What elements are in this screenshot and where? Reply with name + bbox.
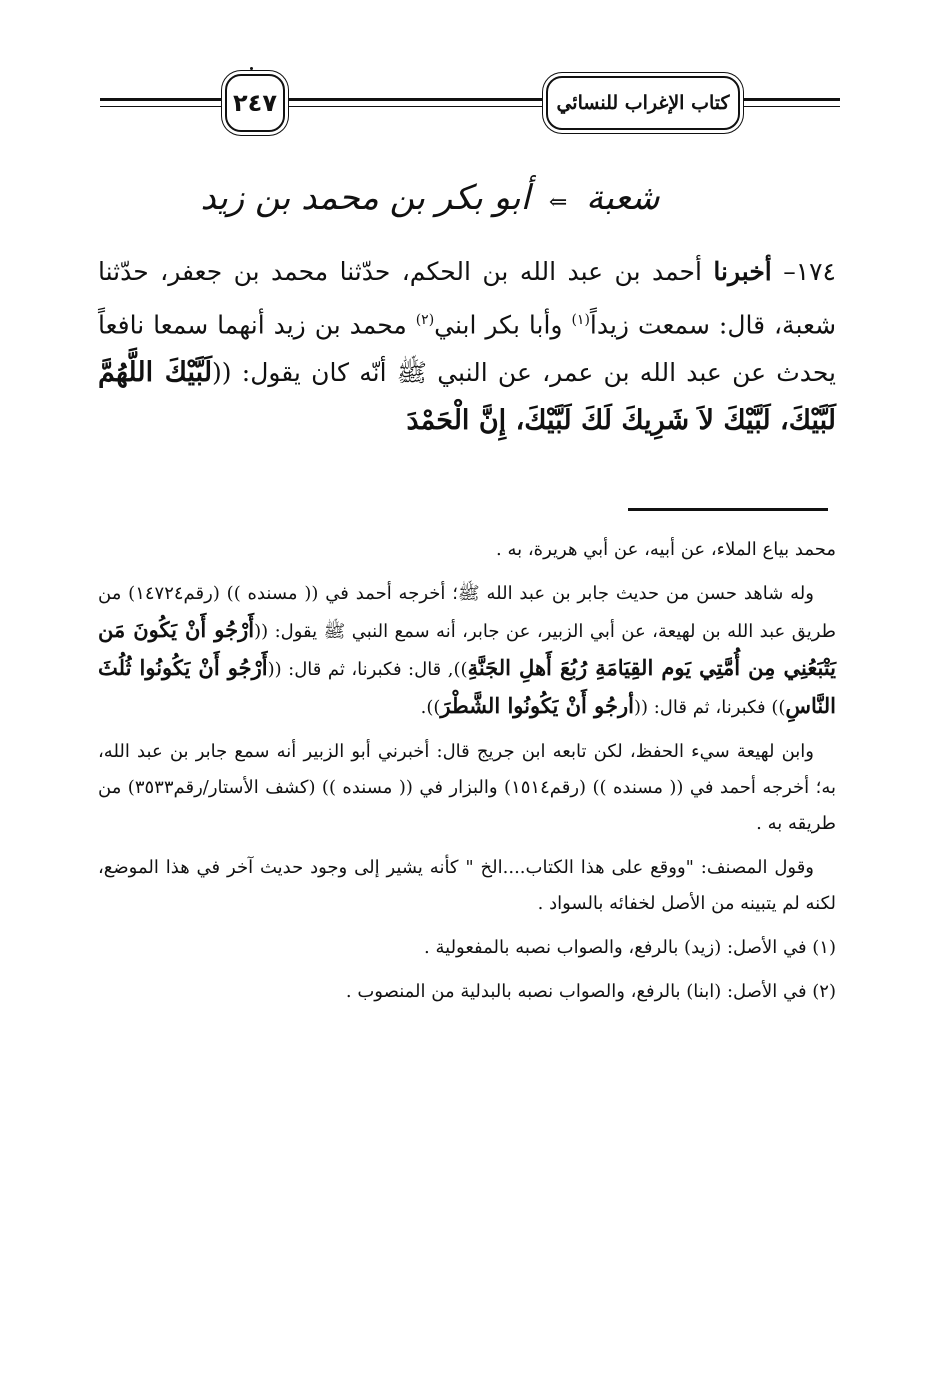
page-number-box [225,74,285,132]
note-paragraph-1: محمد بياع الملاء، عن أبيه، عن أبي هريرة، به . [496,539,836,560]
note-2-quote-1: أَرْجُو أَنْ يَكُونَ مَن يَتْبَعُنِي مِن أُمَّتِي يَوم القِيَامَةِ رُبُعَ أَهلِ الجَنَّةِ [98,617,836,680]
hadith-text-2: وأبا بكر ابني [434,310,563,340]
header-rule-middle-thin [286,106,552,107]
footnote-ref-1: (١) [571,312,590,328]
note-2-quote-2: أَرْجُو أَنْ يَكُونُوا ثُلُثَ النَّاسِ [98,655,836,718]
hadith-text-1: أحمد بن عبد الله بن الحكم، حدّثنا محمد بن جعفر، حدّثنا شعبة، قال: سمعت زيداً [98,257,837,340]
header-rule-right-thin [740,106,840,107]
footnote-1: (١) في الأصل: (زيد) بالرفع، والصواب نصبه بالمفعولية . [424,937,836,958]
book-title-box [546,76,740,130]
note-paragraph-3: وابن لهيعة سيء الحفظ، لكن تابعه ابن جريج قال: أخبرني أبو الزبير أنه سمع جابر بن عبد الله، به؛ أخرجه أحمد في (( مسنده )) (رقم١٥١٤) والبزار في (( مسنده )) (كشف الأستار/رقم٣٥٣٣) من طريقه به . [98,741,836,834]
note-2-text-d: )). [420,697,441,718]
hadith-text-3: محمد بن زيد أنهما سمعا نافعاً يحدث عن عبد الله بن عمر، عن النبي ﷺ أنّه كان يقول: (( [98,310,836,388]
note-2-text-c: )) فكبرنا، ثم قال: (( [633,697,786,718]
note-paragraph-4: وقول المصنف: "ووقع على هذا الكتاب....الخ " كأنه يشير إلى وجود حديث آخر في هذا الموضع، لكنه لم يتبينه من الأصل لخفائه بالسواد . [98,857,836,914]
header-rule-right [740,98,840,101]
header-rule-middle [286,98,552,101]
header-rule-left [100,98,230,101]
note-paragraph-2 [98,576,836,726]
section-title-right: أبو بكر بن محمد بن زيد [200,178,531,218]
hadith-lead: أخبرنا [713,257,772,286]
arrow-icon: ⇐ [548,190,568,215]
note-2-quote-3: أرجُو أَنْ يَكُونُوا الشَّطْرَ [440,693,634,718]
hadith-number: ١٧٤– [783,257,836,286]
footnote-2: (٢) في الأصل: (ابنا) بالرفع، والصواب نصبه بالبدلية من المنصوب . [345,981,836,1002]
note-2-text-a: وله شاهد حسن من حديث جابر بن عبد الله ﷺ؛ أخرجه أحمد في (( مسنده )) (رقم١٤٧٢٤) من طريق عبد الله بن لهيعة، عن أبي الزبير، عن جابر، أنه سمع النبي ﷺ يقول: (( [98,583,836,642]
footnotes [98,532,836,1018]
hadith-text [98,248,836,445]
page-header [100,62,840,142]
section-title [180,178,680,218]
header-dot [250,67,253,70]
book-title: كتاب الإغراب للنسائي [556,92,730,114]
section-title-left: شعبة [586,178,660,218]
note-2-text-b: )), قال: فكبرنا، ثم قال: (( [267,659,468,680]
hadith-paragraph [98,248,836,445]
hadith-quote: لَبَّيْكَ اللَّهُمَّ لَبَّيْكَ، لَبَّيْكَ لاَ شَرِيكَ لَكَ لَبَّيْكَ، إِنَّ الْحَمْدَ [98,357,836,437]
footnote-divider [628,508,828,511]
page-number: ٢٤٧ [233,89,277,117]
footnote-ref-2: (٢) [415,312,435,328]
header-rule-left-thin [100,106,230,107]
